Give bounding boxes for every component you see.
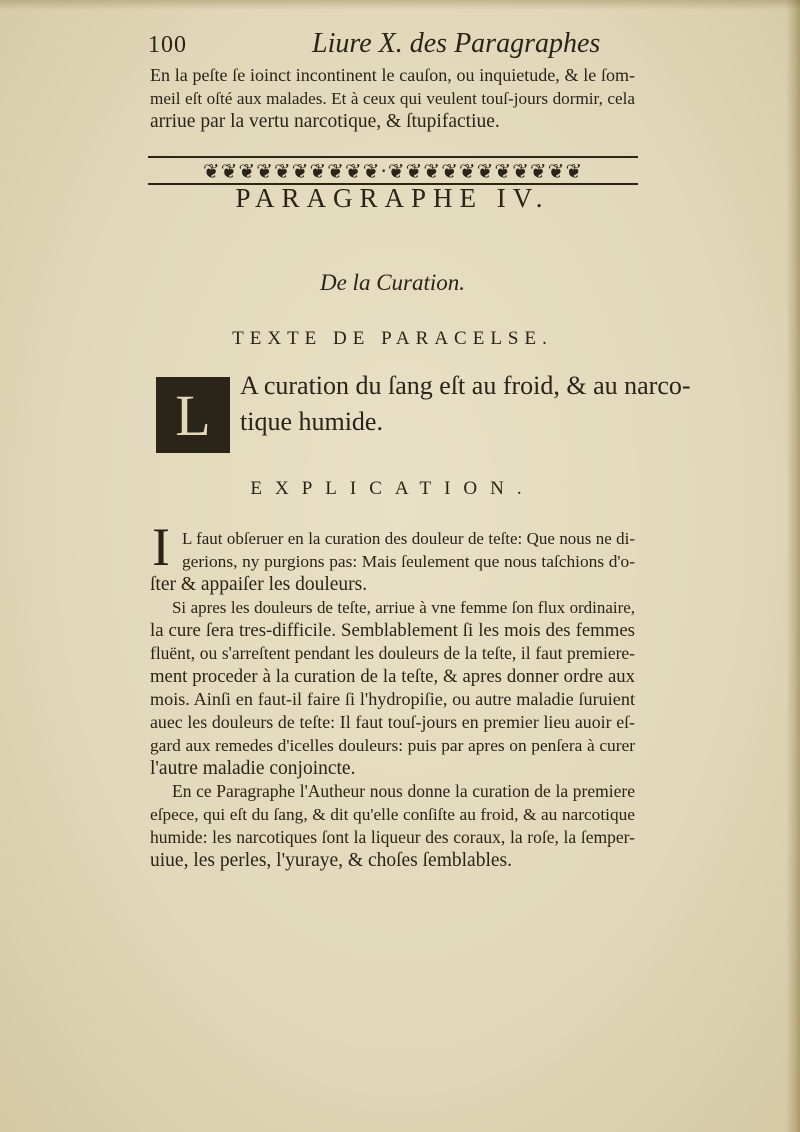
section-subtitle: De la Curation. bbox=[319, 270, 466, 295]
page-edge-shadow bbox=[0, 0, 800, 10]
text-line: la cure ſera tres-difficile. Semblablement ſi les mois des femmes bbox=[150, 620, 635, 641]
text-line: eſpece, qui eſt du ſang, & dit qu'elle conſiſte au froid, & au narcotique bbox=[150, 805, 635, 824]
explication-body bbox=[150, 573, 635, 872]
text-line: uiue, les perles, l'yuraye, & choſes ſemblables. bbox=[150, 850, 512, 871]
decorated-drop-letter: L bbox=[156, 377, 230, 453]
text-line: ſter & appaiſer les douleurs. bbox=[150, 574, 368, 595]
page-gutter-shadow bbox=[786, 0, 800, 1132]
text-line: A curation du ſang eſt au froid, & au narco- bbox=[240, 371, 691, 400]
running-title: Liure X. des Paragraphes bbox=[312, 28, 601, 59]
text-line: tique humide. bbox=[240, 407, 383, 436]
text-line: mois. Ainſi en faut-il faire ſi l'hydropiſie, ou autre maladie ſuruient bbox=[150, 689, 635, 709]
text-line: humide: les narcotiques ſont la liqueur des coraux, la roſe, la ſemper- bbox=[150, 827, 635, 847]
text-line: gerions, ny purgions pas: Mais ſeulement que nous taſchions d'o- bbox=[182, 552, 635, 571]
explication-heading: EXPLICATION. bbox=[250, 478, 535, 499]
text-line: gard aux remedes d'icelles douleurs: puis par apres on penſera à curer bbox=[150, 736, 635, 755]
explication-first-lines bbox=[182, 527, 635, 573]
text-line: l'autre maladie conjoincte. bbox=[150, 758, 356, 779]
ornament-band bbox=[148, 156, 638, 186]
ornament-glyphs: ❦❦❦❦❦❦❦❦❦❦·❦❦❦❦❦❦❦❦❦❦❦ bbox=[202, 159, 584, 183]
paragraph-heading: PARAGRAPHE IV. bbox=[235, 183, 550, 213]
text-line: En la peſte ſe ioinct incontinent le cauſon, ou inquietude, & le ſom- bbox=[150, 65, 635, 85]
text-line: fluënt, ou s'arreſtent pendant les douleurs de la teſte, il faut premiere- bbox=[150, 643, 635, 663]
texte-heading: TEXTE DE PARACELSE. bbox=[232, 328, 553, 349]
text-line: arriue par la vertu narcotique, & ſtupifactiue. bbox=[150, 111, 500, 132]
initial-letter: I bbox=[152, 517, 170, 577]
text-line: En ce Paragraphe l'Autheur nous donne la curation de la premiere bbox=[172, 781, 635, 801]
text-line: ment proceder à la curation de la teſte, & apres donner ordre aux bbox=[150, 666, 635, 687]
text-line: auec les douleurs de teſte: Il faut touſ-jours en premier lieu auoir eſ- bbox=[150, 712, 635, 732]
intro-paragraph bbox=[150, 64, 635, 133]
text-line: Si apres les douleurs de teſte, arriue à vne femme ſon flux ordinaire, bbox=[172, 598, 635, 617]
text-line: L faut obſeruer en la curation des douleur de teſte: Que nous ne di- bbox=[182, 529, 635, 548]
texte-paragraph bbox=[240, 368, 691, 440]
page-number: 100 bbox=[148, 32, 187, 58]
text-line: meil eſt oſté aux malades. Et à ceux qui veulent touſ-jours dormir, cela bbox=[150, 89, 635, 108]
